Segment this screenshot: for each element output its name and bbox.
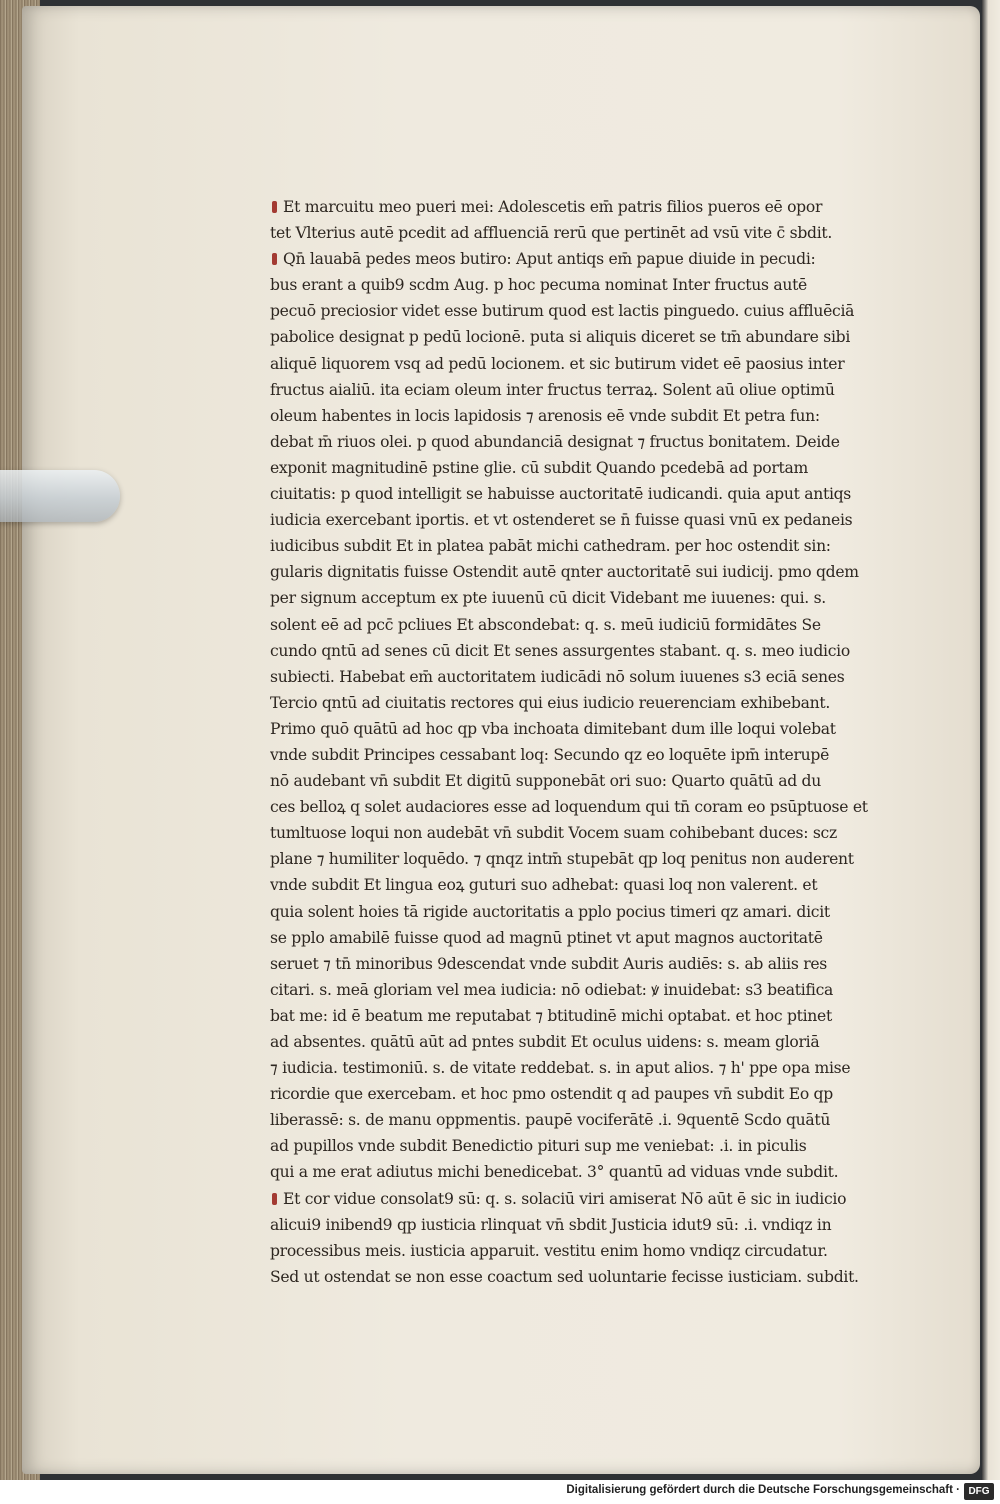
text-line <box>270 351 915 377</box>
text-line-content: per signum acceptum ex pte iuuenū cū dicit Videbant me iuuenes: qui. s. <box>270 589 826 608</box>
text-line-content: debat m̄ riuos olei. p quod abundanciā designat ⁊ fructus bonitatem. Deide <box>270 432 840 451</box>
text-line <box>270 899 915 925</box>
text-line-content: pabolice designat p pedū locionē. puta si aliquis diceret se tm̄ abundare sibi <box>270 328 851 347</box>
text-line <box>270 377 915 403</box>
text-line <box>270 1107 915 1133</box>
text-line <box>270 1055 915 1081</box>
text-line-content: tumltuose loqui non audebāt vn̄ subdit Vocem suam cohibebant duces: scz <box>270 824 837 843</box>
dfg-logo: DFG <box>964 1483 994 1500</box>
text-line <box>270 559 915 585</box>
text-line <box>270 638 915 664</box>
text-line <box>270 872 915 898</box>
text-line <box>270 612 915 638</box>
text-line <box>270 977 915 1003</box>
text-line <box>270 794 915 820</box>
text-line <box>270 716 915 742</box>
text-line-content: Et cor vidue consolat9 sū: q. s. solaciū viri amiserat Nō aūt ē sic in iudicio <box>283 1189 847 1208</box>
text-line-content: processibus meis. iusticia apparuit. vestitu enim homo vndiqz circudatur. <box>270 1241 828 1260</box>
text-line <box>270 481 915 507</box>
text-line-content: ricordie que exercebam. et hoc pmo ostendit q ad paupes vn̄ subdit Eo qp <box>270 1085 833 1104</box>
funding-notice: Digitalisierung gefördert durch die Deutsche Forschungsgemeinschaft · <box>566 1484 960 1496</box>
text-line <box>270 585 915 611</box>
text-line-content: iudicia exercebant iportis. et vt ostenderet se n̄ fuisse quasi vnū ex pedaneis <box>270 511 853 530</box>
text-line-content: aliquē liquorem vsq ad pedū locionem. et sic butirum videt eē paosius inter <box>270 354 845 373</box>
text-line-content: qui a me erat adiutus michi benedicebat. 3° quantū ad viduas vnde subdit. <box>270 1163 839 1182</box>
text-line-content: se pplo amabilē fuisse quod ad magnū ptinet vt aput magnos auctoritatē <box>270 928 823 947</box>
text-line-content: gularis dignitatis fuisse Ostendit autē qnter auctoritatē sui iudicij. pmo qdem <box>270 563 859 582</box>
text-line <box>270 533 915 559</box>
text-line-content: exponit magnitudinē pstine glie. cū subdit Quando pcedebā ad portam <box>270 458 808 477</box>
text-line-content: Sed ut ostendat se non esse coactum sed uoluntarie fecisse iusticiam. subdit. <box>270 1267 859 1286</box>
rubric-mark-icon <box>272 201 277 213</box>
text-line <box>270 1003 915 1029</box>
text-line <box>270 768 915 794</box>
text-line <box>270 403 915 429</box>
text-line-content: Tercio qntū ad ciuitatis rectores qui eius iudicio reuerenciam exhibebant. <box>270 693 831 712</box>
text-line-content: quia solent hoies tā rigide auctoritatis a pplo pocius timeri qz amari. dicit <box>270 902 830 921</box>
text-line-content: tet Vlterius autē pcedit ad affluenciā rerū que pertinēt ad vsū vite c̄ sbdit. <box>270 224 833 243</box>
text-line-content: vnde subdit Et lingua eoꝝ guturi suo adhebat: quasi loq non valerent. et <box>270 876 818 895</box>
text-line <box>270 951 915 977</box>
text-line <box>270 298 915 324</box>
text-line-content: ad absentes. quātū aūt ad pntes subdit Et oculus uidens: s. meam gloriā <box>270 1033 820 1051</box>
text-line <box>270 742 915 768</box>
text-line-content: subiecti. Habebat em̄ auctoritatem iudicādi nō solum iuuenes s3 eciā senes <box>270 667 845 686</box>
text-line-content: vnde subdit Principes cessabant loq: Secundo qz eo loquēte ipm̄ interupē <box>270 745 829 764</box>
text-line-content: nō audebant vn̄ subdit Et digitū supponebāt ori suo: Quarto quātū ad du <box>270 772 821 791</box>
text-line-content: bat me: id ē beatum me reputabat ⁊ btitudinē michi optabat. et hoc ptinet <box>270 1006 832 1025</box>
text-line <box>270 664 915 690</box>
text-line-content: cundo qntū ad senes cū dicit Et senes assurgentes stabant. q. s. meo iudicio <box>270 641 850 660</box>
text-line-content: Primo quō quātū ad hoc qp vba inchoata dimitebant dum ille loqui volebat <box>270 719 836 738</box>
text-line <box>270 820 915 846</box>
text-line-content: plane ⁊ humiliter loquēdo. ⁊ qnqz intm̄ stupebāt qp loq penitus non auderent <box>270 850 854 869</box>
text-line <box>270 1133 915 1159</box>
text-line-content: ciuitatis: p quod intelligit se habuisse auctoritatē iudicandi. quia aput antiqs <box>270 485 852 504</box>
text-line <box>270 1238 915 1264</box>
text-line <box>270 1029 915 1055</box>
text-line-content: iudicibus subdit Et in platea pabāt michi cathedram. per hoc ostendit sin: <box>270 537 831 556</box>
text-line <box>270 272 915 298</box>
text-line-content: liberassē: s. de manu oppmentis. paupē vociferātē .i. 9quentē Scdo quātū <box>270 1111 831 1130</box>
text-line <box>270 324 915 350</box>
page-holder-clip <box>0 470 120 522</box>
rubric-mark-icon <box>272 1193 277 1205</box>
text-line-content: oleum habentes in locis lapidosis ⁊ arenosis eē vnde subdit Et petra fun: <box>270 406 820 425</box>
text-line-content: fructus aialiū. ita eciam oleum inter fructus terraꝝ. Solent aū oliue optimū <box>270 380 835 399</box>
text-line-content: seruet ⁊ tn̄ minoribus 9descendat vnde subdit Auris audiēs: s. ab aliis res <box>270 954 827 973</box>
incunable-text-block <box>270 194 915 1290</box>
text-line <box>270 690 915 716</box>
facing-page-strip <box>982 0 1000 1480</box>
text-line <box>270 846 915 872</box>
text-line <box>270 507 915 533</box>
text-line-content: alicui9 inibend9 qp iusticia rlinquat vn̄ sbdit Justicia idut9 sū: .i. vndiqz in <box>270 1215 832 1234</box>
text-line-content: ces belloꝝ q solet audaciores esse ad loquendum qui tn̄ coram eo psūptuose et <box>270 798 868 817</box>
text-line-content: solent eē ad pcc̄ pcliues Et abscondebat: q. s. meū iudiciū formidātes Se <box>270 615 821 634</box>
text-line <box>270 1264 915 1290</box>
text-line <box>270 194 915 220</box>
rubric-mark-icon <box>272 253 277 265</box>
text-line <box>270 925 915 951</box>
text-line <box>270 1081 915 1107</box>
text-line <box>270 1212 915 1238</box>
footer-bar <box>0 1480 1000 1504</box>
text-line-content: bus erant a quib9 scdm Aug. p hoc pecuma nominat Inter fructus autē <box>270 276 807 295</box>
text-line <box>270 429 915 455</box>
text-line <box>270 1186 915 1212</box>
text-line-content: pecuō preciosior videt esse butirum quod est lactis pinguedo. cuius affluēciā <box>270 302 855 321</box>
text-line-content: ad pupillos vnde subdit Benedictio pituri sup me veniebat: .i. in piculis <box>270 1137 807 1156</box>
text-line-content: Et marcuitu meo pueri mei: Adolescetis em̄ patris filios pueros eē opor <box>283 198 823 216</box>
text-line-content: citari. s. meā gloriam vel mea iudicia: nō odiebat: ꝟ inuidebat: s3 beatifica <box>270 980 834 999</box>
text-line <box>270 220 915 246</box>
text-line-content: Qn̄ lauabā pedes meos butiro: Aput antiqs em̄ papue diuide in pecudi: <box>283 250 816 269</box>
text-line <box>270 1159 915 1185</box>
text-line-content: ⁊ iudicia. testimoniū. s. de vitate reddebat. s. in aput alios. ⁊ h' ppe opa mise <box>270 1059 851 1078</box>
text-line <box>270 246 915 272</box>
text-line <box>270 455 915 481</box>
